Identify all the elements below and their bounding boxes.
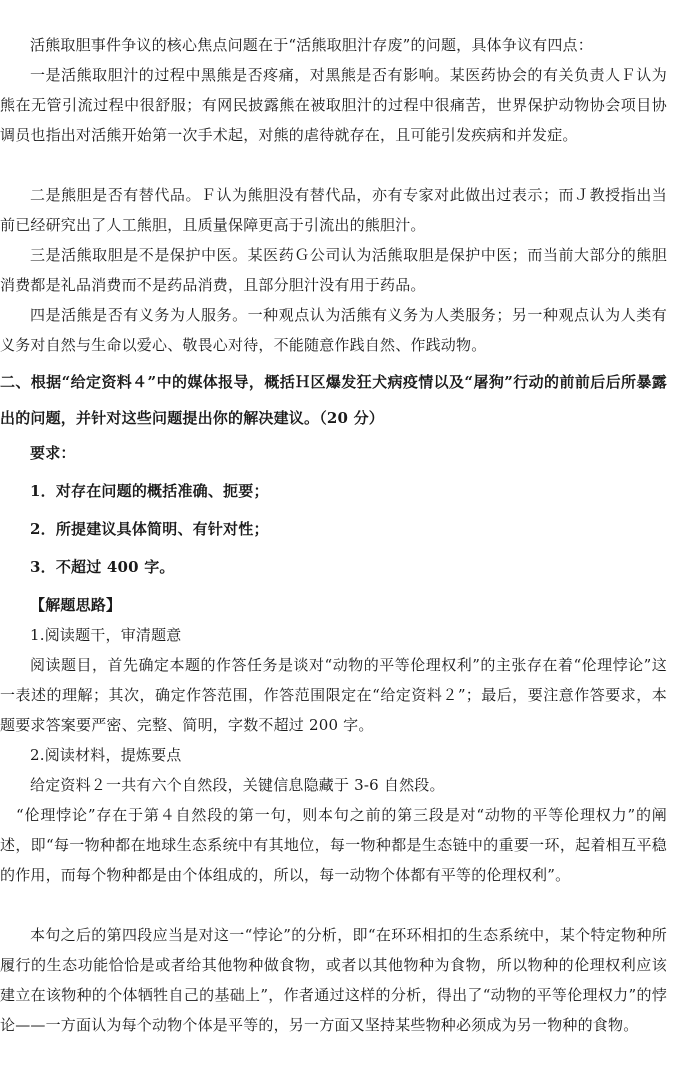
solution-approach-heading: 【解题思路】 xyxy=(30,596,122,614)
requirement-item-1: 1．对存在问题的概括准确、扼要； xyxy=(30,482,269,500)
step-one-heading: 1.阅读题干，审清题意 xyxy=(30,626,182,644)
requirements-label: 要求： xyxy=(30,444,76,462)
paradox-analysis-paragraph: 本句之后的第四段应当是对这一“悖论”的分析，即“在环环相扣的生态系统中，某个特定物种所履行的生态功能恰恰是或者给其他物种做食物，或者以其他物种为食物，所以物种的伦理权利应该建立在该物种的个体牺牲自己的基础上”，作者通过这样的分析，得出了“动物的平等伦理权力”的悖论——一方面认为每个动物个体是平等的，另一方面又坚持某些物种必须成为另一物种的食物。 xyxy=(0,926,667,1034)
step-one-paragraph: 阅读题目，首先确定本题的作答任务是谈对“动物的平等伦理权利”的主张存在着“伦理悖论”这一表述的理解；其次，确定作答范围，作答范围限定在“给定资料２”；最后，要注意作答要求，本题要求答案要严密、完整、简明，字数不超过 200 字。 xyxy=(0,656,667,734)
intro-paragraph: 活熊取胆事件争议的核心焦点问题在于“活熊取胆汁存废”的问题，具体争议有四点： xyxy=(30,36,593,54)
step-two-heading: 2.阅读材料，提炼要点 xyxy=(30,746,182,764)
point-one-paragraph: 一是活熊取胆汁的过程中黑熊是否疼痛，对黑熊是否有影响。某医药协会的有关负责人Ｆ认为熊在无管引流过程中很舒服；有网民披露熊在被取胆汁的过程中很痛苦，世界保护动物协会项目协调员也指出对活熊开始第一次手术起，对熊的虐待就存在，且可能引发疾病和并发症。 xyxy=(0,66,667,144)
question-two-heading: 二、根据“给定资料４”中的媒体报导，概括Ｈ区爆发狂犬病疫情以及“屠狗”行动的前前后后所暴露出的问题，并针对这些问题提出你的解决建议。（20 分） xyxy=(0,373,667,427)
point-two-paragraph: 二是熊胆是否有替代品。Ｆ认为熊胆没有替代品，亦有专家对此做出过表示；而Ｊ教授指出当前已经研究出了人工熊胆，且质量保障更高于引流出的熊胆汁。 xyxy=(0,186,667,234)
requirement-item-3: 3．不超过 400 字。 xyxy=(30,558,175,576)
requirement-item-2: 2．所提建议具体简明、有针对性； xyxy=(30,520,269,538)
point-four-paragraph: 四是活熊是否有义务为人服务。一种观点认为活熊有义务为人类服务；另一种观点认为人类有义务对自然与生命以爱心、敬畏心对待，不能随意作践自然、作践动物。 xyxy=(0,306,667,354)
point-three-paragraph: 三是活熊取胆是不是保护中医。某医药Ｇ公司认为活熊取胆是保护中医；而当前大部分的熊胆消费都是礼品消费而不是药品消费，且部分胆汁没有用于药品。 xyxy=(0,246,667,294)
ethical-paradox-paragraph: “伦理悖论”存在于第４自然段的第一句，则本句之前的第三段是对“动物的平等伦理权力”的阐述，即“每一物种都在地球生态系统中有其地位，每一物种都是生态链中的重要一环，起着相互平稳的作用，而每个物种都是由个体组成的，所以，每一动物个体都有平等的伦理权利”。 xyxy=(0,806,667,884)
material-summary-paragraph: 给定资料２一共有六个自然段，关键信息隐藏于 3-6 自然段。 xyxy=(30,776,445,794)
